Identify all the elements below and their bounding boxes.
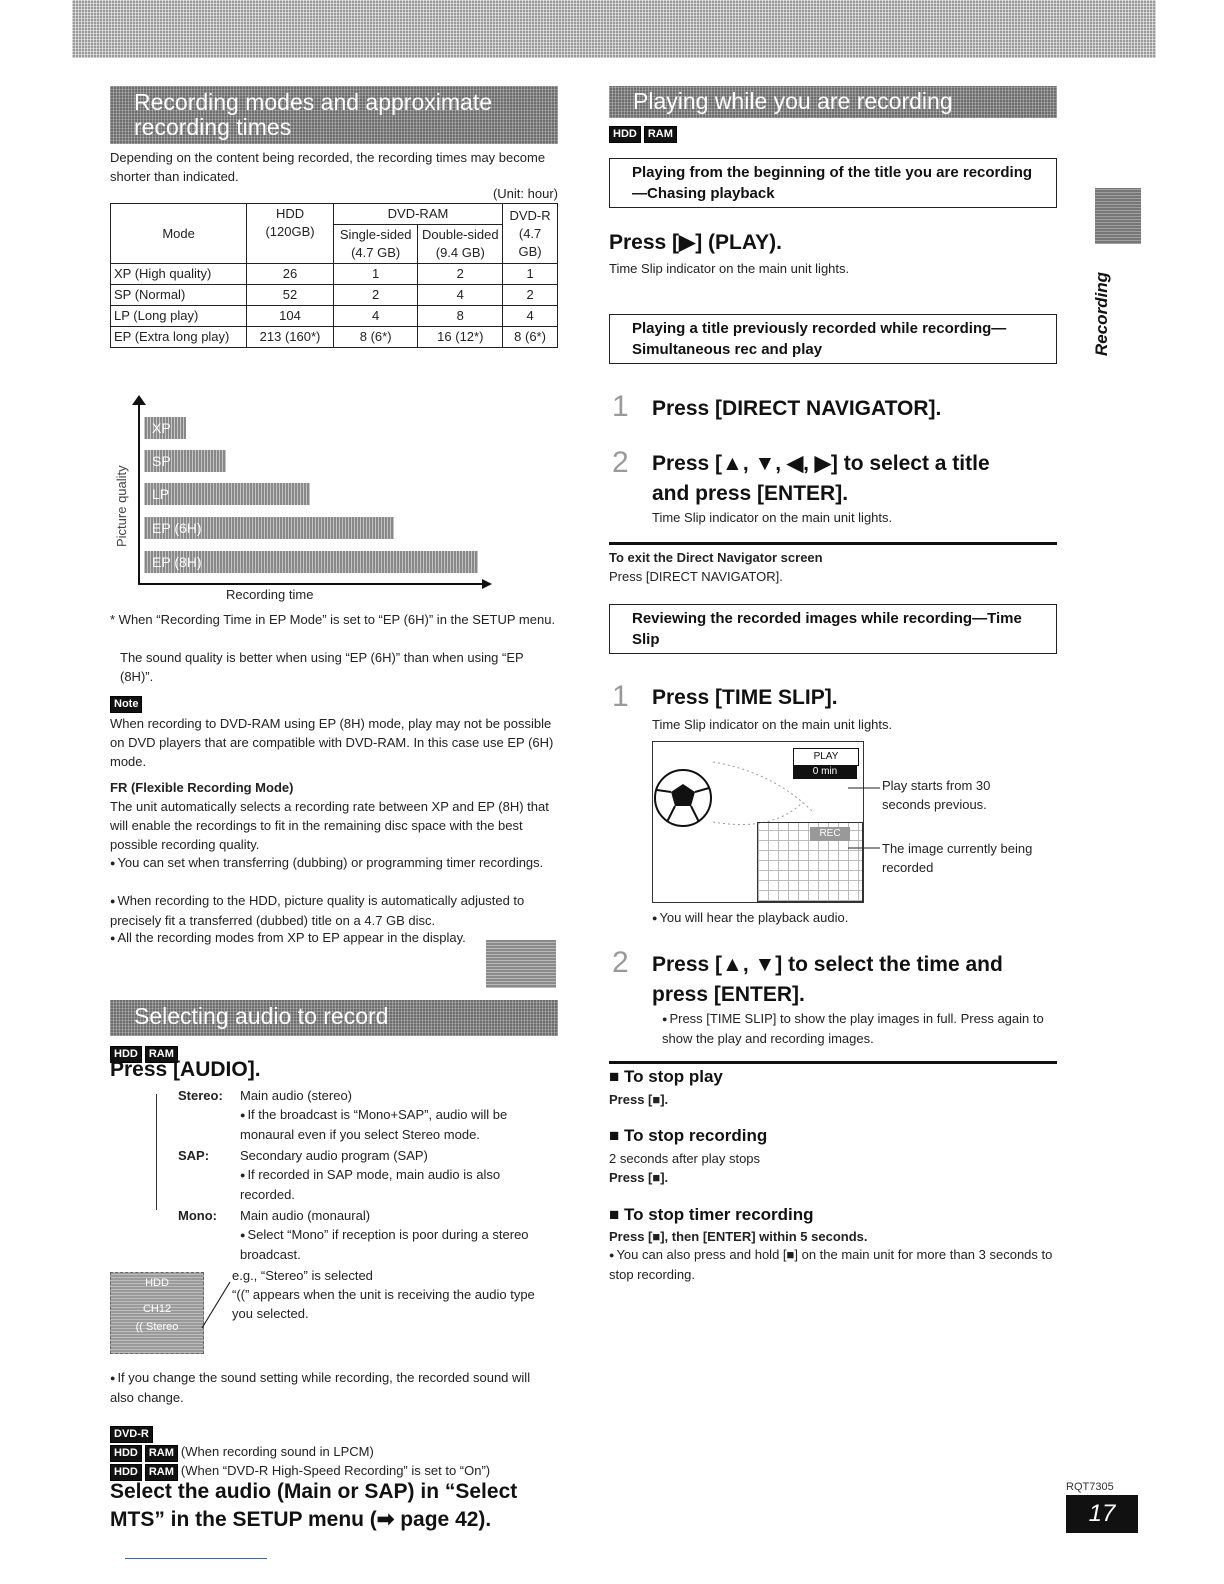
eg-text-1: e.g., “Stereo” is selected	[232, 1268, 373, 1283]
min-indicator: 0 min	[793, 765, 857, 779]
x-arrow-icon	[482, 579, 492, 589]
th-double: Double-sided (9.4 GB)	[418, 225, 503, 264]
eg-pointer-line	[200, 1280, 232, 1330]
exit-title: To exit the Direct Navigator screen	[609, 550, 823, 565]
fr-bullet-3: ● All the recording modes from XP to EP appear in the display.	[110, 928, 470, 948]
dvdr-badge-line: DVD-R	[110, 1424, 156, 1443]
stereo-text: Main audio (stereo)	[240, 1088, 352, 1103]
th-dvdram: DVD-RAM	[333, 204, 502, 225]
stop-rec-press: Press [■].	[609, 1170, 669, 1185]
stop-timer-heading: ■ To stop timer recording	[609, 1205, 814, 1224]
side-section-label: Recording	[1092, 271, 1111, 356]
step2-number: 2	[612, 446, 629, 479]
fr-bullet-1: ● You can set when transferring (dubbing) or programming timer recordings.	[110, 853, 550, 873]
osd-stereo: (( Stereo	[135, 1321, 179, 1333]
sap-note: ● If recorded in SAP mode, main audio is also recorded.	[240, 1165, 550, 1204]
note-text: When recording to DVD-RAM using EP (8H) mode, play may not be possible on DVD players that are compatible with DVD-RAM. In this case use EP (6H) mode.	[110, 716, 554, 769]
play-indicator: PLAY	[793, 748, 859, 766]
display-illustration	[486, 940, 556, 988]
stop-timer-press: Press [■], then [ENTER] within 5 seconds.	[609, 1229, 868, 1244]
model-code: RQT7305	[1066, 1481, 1114, 1493]
banner-title-line1: Recording modes and approximate	[134, 89, 492, 115]
graph-xlabel: Recording time	[226, 587, 314, 602]
th-dvdr: DVD-R (4.7 GB)	[503, 204, 558, 264]
step2-title-a: Press [▲, ▼, ◀, ▶] to select a title	[652, 452, 990, 475]
banner-title-line2: recording times	[134, 114, 292, 140]
box-simultaneous: Playing a title previously recorded while recording—Simultaneous rec and play	[609, 314, 1057, 364]
sap-text: Secondary audio program (SAP)	[240, 1148, 428, 1163]
graph-bar-lp: LP	[144, 483, 310, 505]
divider-2	[609, 1061, 1057, 1064]
sap-label: SAP:	[178, 1148, 210, 1163]
osd-hdd: HDD	[145, 1277, 169, 1289]
step1-title: Press [DIRECT NAVIGATOR].	[652, 397, 942, 420]
graph-y-axis	[138, 399, 140, 585]
stop-rec-heading: ■ To stop recording	[609, 1126, 768, 1145]
table-row: LP (Long play) 104 4 8 4	[111, 306, 558, 327]
th-single: Single-sided (4.7 GB)	[333, 225, 418, 264]
eg-text-2: “((” appears when the unit is receiving the audio type you selected.	[232, 1287, 535, 1321]
top-decorative-band	[72, 0, 1156, 58]
stop-rec-text: 2 seconds after play stops	[609, 1151, 761, 1166]
fr-bullet-2: ● When recording to the HDD, picture quality is automatically adjusted to precisely fit a transferred (dubbed) title on a 4.7 GB disc.	[110, 891, 558, 930]
note-badge: Note	[110, 694, 145, 713]
page-number: 17	[1066, 1495, 1138, 1533]
unit-label: (Unit: hour)	[492, 186, 558, 201]
callout-play-starts: Play starts from 30 seconds previous.	[882, 778, 991, 812]
playing-badges: HDD RAM	[609, 124, 680, 143]
step4-title-a: Press [▲, ▼] to select the time and	[652, 953, 1003, 976]
y-arrow-icon	[132, 395, 146, 405]
osd-display-illustration	[110, 1272, 204, 1354]
th-hdd: HDD (120GB)	[247, 204, 334, 264]
step4-title-b: press [ENTER].	[652, 983, 805, 1006]
table-row: EP (Extra long play) 213 (160*) 8 (6*) 16 (12*) 8 (6*)	[111, 327, 558, 348]
mono-text: Main audio (monaural)	[240, 1208, 371, 1223]
press-audio-title: Press [AUDIO].	[110, 1058, 261, 1081]
mono-label: Mono:	[178, 1208, 217, 1223]
select-audio-title: Select the audio (Main or SAP) in “Select MTS” in the SETUP menu (➡ page 42).	[110, 1480, 518, 1531]
play-ts-note: Time Slip indicator on the main unit lights.	[609, 261, 850, 276]
badge-hdd: HDD	[110, 1046, 142, 1063]
time-slip-illustration	[652, 741, 864, 903]
badge-ram: RAM	[145, 1046, 178, 1063]
osd-channel: CH12	[142, 1303, 172, 1315]
highspeed-line: HDD RAM (When “DVD-R High-Speed Recording” is set to “On”)	[110, 1461, 490, 1481]
mono-note: ● Select “Mono” if reception is poor during a stereo broadcast.	[240, 1225, 540, 1264]
step4-number: 2	[612, 946, 629, 979]
fr-title: FR (Flexible Recording Mode)	[110, 780, 294, 795]
step3-title: Press [TIME SLIP].	[652, 686, 838, 709]
exit-text: Press [DIRECT NAVIGATOR].	[609, 569, 783, 584]
table-row: XP (High quality) 26 1 2 1	[111, 264, 558, 285]
quality-time-graph	[108, 395, 498, 605]
graph-bar-ep6: EP (6H)	[144, 517, 394, 539]
stereo-label: Stereo:	[178, 1088, 223, 1103]
th-mode: Mode	[111, 204, 247, 264]
audio-change-note: ● If you change the sound setting while recording, the recorded sound will also change.	[110, 1368, 550, 1407]
graph-bar-xp: XP	[144, 417, 186, 439]
hear-audio-note: ● You will hear the playback audio.	[652, 908, 848, 928]
intro-text: Depending on the content being recorded, the recording times may become shorter than indicated.	[110, 150, 546, 184]
audio-cycle-line	[156, 1094, 157, 1210]
fr-text: The unit automatically selects a recording rate between XP and EP (8H) that will enable the recordings to fit in the remaining disc space with the best possible recording quality.	[110, 799, 549, 852]
step3-number: 1	[612, 680, 629, 713]
divider-1	[609, 542, 1057, 545]
step3-note: Time Slip indicator on the main unit lights.	[652, 717, 893, 732]
step2-title-b: and press [ENTER].	[652, 482, 849, 505]
section-banner-playing: Playing while you are recording	[609, 86, 1057, 118]
stop-timer-note: ● You can also press and hold [■] on the main unit for more than 3 seconds to stop recording.	[609, 1245, 1057, 1284]
graph-ylabel: Picture quality	[114, 465, 129, 547]
bottom-blue-rule	[125, 1558, 267, 1559]
step2-note: Time Slip indicator on the main unit lights.	[652, 510, 893, 525]
rec-indicator: REC	[810, 827, 850, 841]
step4-note: ● Press [TIME SLIP] to show the play images in full. Press again to show the play and recording images.	[662, 1009, 1057, 1048]
graph-bar-ep8: EP (8H)	[144, 551, 478, 573]
footnote-2: The sound quality is better when using “EP (6H)” than when using “EP (8H)”.	[120, 650, 524, 684]
recording-modes-table	[110, 203, 558, 348]
box-chasing-playback: Playing from the beginning of the title you are recording—Chasing playback	[609, 158, 1057, 208]
lpcm-line: HDD RAM (When recording sound in LPCM)	[110, 1442, 374, 1462]
stereo-note: ● If the broadcast is “Mono+SAP”, audio will be monaural even if you select Stereo mode.	[240, 1105, 560, 1144]
section-banner-audio: Selecting audio to record	[110, 1000, 558, 1036]
side-tab-marker	[1095, 188, 1141, 244]
stop-play-heading: ■ To stop play	[609, 1067, 723, 1086]
press-play-title: Press [▶] (PLAY).	[609, 231, 782, 254]
step1-number: 1	[612, 390, 629, 423]
footnote-1: * When “Recording Time in EP Mode” is set to “EP (6H)” in the SETUP menu.	[110, 612, 556, 627]
section-banner-recording-modes	[110, 86, 558, 144]
callout-lines	[848, 780, 882, 854]
stop-play-press: Press [■].	[609, 1092, 669, 1107]
box-time-slip: Reviewing the recorded images while recording—Time Slip	[609, 604, 1057, 654]
table-row: SP (Normal) 52 2 4 2	[111, 285, 558, 306]
callout-current-image: The image currently being recorded	[882, 841, 1033, 875]
graph-bar-sp: SP	[144, 450, 226, 472]
